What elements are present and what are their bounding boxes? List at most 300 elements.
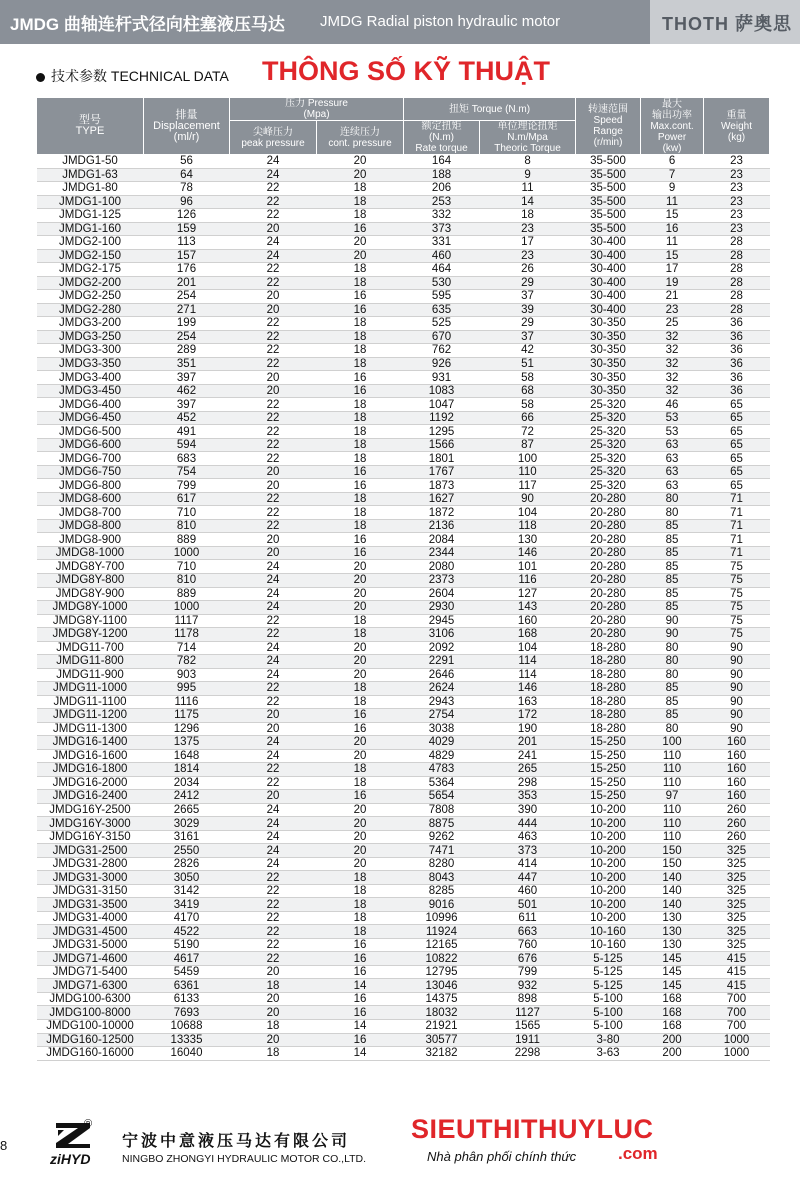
cell-cont-pressure: 20 — [317, 655, 404, 669]
cell-speed-range: 20-280 — [576, 560, 641, 574]
cell-peak-pressure: 20 — [230, 384, 317, 398]
cell-rate-torque: 1083 — [404, 384, 480, 398]
cell-rate-torque: 1767 — [404, 465, 480, 479]
cell-weight: 160 — [704, 776, 770, 790]
cell-rate-torque: 460 — [404, 249, 480, 263]
cell-peak-pressure: 22 — [230, 695, 317, 709]
col-type — [37, 98, 144, 155]
col-pressure — [230, 98, 404, 121]
cell-peak-pressure: 22 — [230, 344, 317, 358]
cell-cont-pressure: 18 — [317, 317, 404, 331]
cell-rate-torque: 2624 — [404, 682, 480, 696]
cell-weight: 260 — [704, 830, 770, 844]
cell-weight: 1000 — [704, 1047, 770, 1061]
col-speed-unit: (r/min) — [593, 137, 623, 148]
cell-weight: 23 — [704, 182, 770, 196]
cell-displacement: 7693 — [144, 1006, 230, 1020]
cell-cont-pressure: 16 — [317, 709, 404, 723]
cell-weight: 75 — [704, 560, 770, 574]
cell-max-power: 32 — [641, 371, 704, 385]
table-row — [37, 709, 770, 723]
cell-type: JMDG8Y-1100 — [37, 614, 144, 628]
cell-speed-range: 30-350 — [576, 384, 641, 398]
cell-weight: 28 — [704, 236, 770, 250]
cell-rate-torque: 8875 — [404, 817, 480, 831]
cell-theoric-torque: 168 — [480, 628, 576, 642]
cell-cont-pressure: 18 — [317, 411, 404, 425]
cell-weight: 71 — [704, 492, 770, 506]
table-row — [37, 641, 770, 655]
cell-rate-torque: 635 — [404, 303, 480, 317]
cell-weight: 36 — [704, 317, 770, 331]
cell-weight: 36 — [704, 330, 770, 344]
cell-displacement: 159 — [144, 222, 230, 236]
cell-peak-pressure: 20 — [230, 546, 317, 560]
cell-type: JMDG1-125 — [37, 209, 144, 223]
cell-weight: 325 — [704, 938, 770, 952]
table-row — [37, 614, 770, 628]
table-row — [37, 195, 770, 209]
cell-type: JMDG3-250 — [37, 330, 144, 344]
cell-peak-pressure: 22 — [230, 209, 317, 223]
col-torque-label: 扭矩 Torque (N.m) — [448, 103, 531, 115]
cell-cont-pressure: 18 — [317, 425, 404, 439]
cell-theoric-torque: 90 — [480, 492, 576, 506]
table-row — [37, 533, 770, 547]
cell-displacement: 254 — [144, 290, 230, 304]
table-row — [37, 573, 770, 587]
cell-weight: 36 — [704, 357, 770, 371]
cell-max-power: 9 — [641, 182, 704, 196]
cell-peak-pressure: 22 — [230, 682, 317, 696]
cell-max-power: 63 — [641, 465, 704, 479]
cell-speed-range: 30-350 — [576, 330, 641, 344]
col-disp-en: Displacement — [153, 119, 220, 132]
cell-weight: 325 — [704, 911, 770, 925]
cell-max-power: 85 — [641, 587, 704, 601]
cell-displacement: 16040 — [144, 1047, 230, 1061]
table-row — [37, 411, 770, 425]
cell-speed-range: 15-250 — [576, 736, 641, 750]
cell-speed-range: 30-350 — [576, 344, 641, 358]
cell-rate-torque: 5654 — [404, 790, 480, 804]
cell-speed-range: 10-200 — [576, 830, 641, 844]
cell-rate-torque: 525 — [404, 317, 480, 331]
cell-cont-pressure: 20 — [317, 601, 404, 615]
cell-rate-torque: 2080 — [404, 560, 480, 574]
cell-type: JMDG11-1300 — [37, 722, 144, 736]
cell-max-power: 53 — [641, 425, 704, 439]
section-label-text: 技术参数 TECHNICAL DATA — [51, 68, 229, 84]
cell-displacement: 452 — [144, 411, 230, 425]
col-cont-pressure — [317, 121, 404, 155]
cell-weight: 160 — [704, 790, 770, 804]
cell-weight: 71 — [704, 546, 770, 560]
cell-cont-pressure: 16 — [317, 546, 404, 560]
cell-weight: 90 — [704, 695, 770, 709]
cell-weight: 75 — [704, 587, 770, 601]
cell-weight: 1000 — [704, 1033, 770, 1047]
cell-peak-pressure: 22 — [230, 492, 317, 506]
cell-theoric-torque: 127 — [480, 587, 576, 601]
cell-type: JMDG71-6300 — [37, 979, 144, 993]
cell-type: JMDG2-150 — [37, 249, 144, 263]
cell-rate-torque: 188 — [404, 168, 480, 182]
cell-max-power: 150 — [641, 857, 704, 871]
cell-weight: 90 — [704, 722, 770, 736]
company-name-cn: 宁波中意液压马达有限公司 — [122, 1133, 351, 1150]
cell-theoric-torque: 444 — [480, 817, 576, 831]
header-bar — [0, 0, 800, 44]
cell-rate-torque: 32182 — [404, 1047, 480, 1061]
table-row — [37, 803, 770, 817]
cell-rate-torque: 1801 — [404, 452, 480, 466]
col-weight-cn: 重量 — [726, 109, 747, 121]
header-title-cn: JMDG 曲轴连杆式径向柱塞液压马达 — [10, 15, 285, 34]
cell-speed-range: 5-100 — [576, 1020, 641, 1034]
cell-type: JMDG6-400 — [37, 398, 144, 412]
cell-cont-pressure: 16 — [317, 290, 404, 304]
col-rate-cn: 额定扭矩 — [421, 121, 462, 132]
table-row — [37, 438, 770, 452]
table-row — [37, 236, 770, 250]
table-row — [37, 249, 770, 263]
col-theoric-torque — [480, 121, 576, 155]
cell-max-power: 6 — [641, 155, 704, 169]
cell-type: JMDG3-300 — [37, 344, 144, 358]
cell-theoric-torque: 373 — [480, 844, 576, 858]
cell-theoric-torque: 58 — [480, 398, 576, 412]
cell-theoric-torque: 26 — [480, 263, 576, 277]
cell-type: JMDG3-200 — [37, 317, 144, 331]
cell-theoric-torque: 29 — [480, 276, 576, 290]
cell-peak-pressure: 24 — [230, 587, 317, 601]
cell-cont-pressure: 18 — [317, 209, 404, 223]
cell-rate-torque: 13046 — [404, 979, 480, 993]
cell-max-power: 200 — [641, 1033, 704, 1047]
cell-type: JMDG2-100 — [37, 236, 144, 250]
cell-peak-pressure: 24 — [230, 749, 317, 763]
cell-theoric-torque: 160 — [480, 614, 576, 628]
cell-type: JMDG6-600 — [37, 438, 144, 452]
cell-peak-pressure: 20 — [230, 1033, 317, 1047]
cell-rate-torque: 9016 — [404, 898, 480, 912]
cell-displacement: 491 — [144, 425, 230, 439]
cell-theoric-torque: 42 — [480, 344, 576, 358]
cell-rate-torque: 926 — [404, 357, 480, 371]
cell-speed-range: 10-160 — [576, 925, 641, 939]
cell-theoric-torque: 37 — [480, 330, 576, 344]
cell-speed-range: 5-100 — [576, 992, 641, 1006]
cell-max-power: 11 — [641, 195, 704, 209]
cell-peak-pressure: 22 — [230, 519, 317, 533]
cell-cont-pressure: 16 — [317, 952, 404, 966]
cell-cont-pressure: 16 — [317, 1033, 404, 1047]
cell-displacement: 5190 — [144, 938, 230, 952]
cell-peak-pressure: 24 — [230, 736, 317, 750]
cell-speed-range: 35-500 — [576, 182, 641, 196]
thoth-logo-text: THOTH 萨奥思 — [662, 14, 792, 34]
cell-rate-torque: 8285 — [404, 884, 480, 898]
cell-theoric-torque: 932 — [480, 979, 576, 993]
cell-max-power: 32 — [641, 330, 704, 344]
cell-peak-pressure: 20 — [230, 371, 317, 385]
cell-speed-range: 30-350 — [576, 317, 641, 331]
cell-speed-range: 18-280 — [576, 722, 641, 736]
cell-speed-range: 3-80 — [576, 1033, 641, 1047]
cell-cont-pressure: 18 — [317, 452, 404, 466]
cell-cont-pressure: 16 — [317, 790, 404, 804]
cell-peak-pressure: 20 — [230, 790, 317, 804]
cell-displacement: 462 — [144, 384, 230, 398]
cell-rate-torque: 253 — [404, 195, 480, 209]
table-row — [37, 384, 770, 398]
cell-cont-pressure: 18 — [317, 695, 404, 709]
col-speed — [576, 98, 641, 155]
cell-displacement: 1648 — [144, 749, 230, 763]
cell-theoric-torque: 201 — [480, 736, 576, 750]
cell-cont-pressure: 20 — [317, 168, 404, 182]
cell-cont-pressure: 16 — [317, 992, 404, 1006]
col-speed-cn: 转速范围 — [588, 104, 629, 115]
cell-peak-pressure: 24 — [230, 655, 317, 669]
cell-theoric-torque: 14 — [480, 195, 576, 209]
table-row — [37, 398, 770, 412]
table-row — [37, 587, 770, 601]
cell-displacement: 903 — [144, 668, 230, 682]
cell-rate-torque: 2344 — [404, 546, 480, 560]
cell-weight: 28 — [704, 303, 770, 317]
cell-weight: 75 — [704, 601, 770, 615]
cell-speed-range: 25-320 — [576, 411, 641, 425]
cell-type: JMDG8-900 — [37, 533, 144, 547]
cell-speed-range: 30-400 — [576, 290, 641, 304]
cell-max-power: 110 — [641, 803, 704, 817]
cell-cont-pressure: 18 — [317, 763, 404, 777]
section-label — [36, 66, 229, 86]
col-rate-unit: (N.m) — [429, 132, 455, 143]
cell-type: JMDG31-2500 — [37, 844, 144, 858]
cell-type: JMDG2-175 — [37, 263, 144, 277]
cell-max-power: 97 — [641, 790, 704, 804]
table-row — [37, 168, 770, 182]
cell-rate-torque: 2604 — [404, 587, 480, 601]
cell-max-power: 130 — [641, 911, 704, 925]
col-speed-en2: Range — [593, 126, 623, 137]
cell-peak-pressure: 22 — [230, 898, 317, 912]
cell-theoric-torque: 298 — [480, 776, 576, 790]
header-title-en: JMDG Radial piston hydraulic motor — [320, 13, 561, 30]
cell-speed-range: 20-280 — [576, 573, 641, 587]
cell-type: JMDG8Y-800 — [37, 573, 144, 587]
cell-rate-torque: 332 — [404, 209, 480, 223]
cell-speed-range: 25-320 — [576, 438, 641, 452]
cell-displacement: 710 — [144, 560, 230, 574]
cell-max-power: 110 — [641, 763, 704, 777]
cell-theoric-torque: 799 — [480, 965, 576, 979]
col-power-cn2: 输出功率 — [652, 109, 693, 121]
cell-type: JMDG16Y-3000 — [37, 817, 144, 831]
cell-peak-pressure: 22 — [230, 425, 317, 439]
table-row — [37, 1047, 770, 1061]
cell-theoric-torque: 1565 — [480, 1020, 576, 1034]
cell-theoric-torque: 172 — [480, 709, 576, 723]
cell-max-power: 85 — [641, 601, 704, 615]
cell-type: JMDG1-80 — [37, 182, 144, 196]
cell-theoric-torque: 760 — [480, 938, 576, 952]
cell-type: JMDG31-3000 — [37, 871, 144, 885]
table-row — [37, 952, 770, 966]
table-row — [37, 263, 770, 277]
cell-weight: 325 — [704, 871, 770, 885]
cell-cont-pressure: 20 — [317, 668, 404, 682]
col-weight-en: Weight — [721, 120, 752, 132]
col-displacement — [144, 98, 230, 155]
cell-max-power: 168 — [641, 1006, 704, 1020]
cell-peak-pressure: 22 — [230, 763, 317, 777]
table-row — [37, 452, 770, 466]
cell-displacement: 714 — [144, 641, 230, 655]
cell-max-power: 110 — [641, 749, 704, 763]
cell-peak-pressure: 22 — [230, 938, 317, 952]
cell-cont-pressure: 18 — [317, 925, 404, 939]
cell-rate-torque: 12165 — [404, 938, 480, 952]
cell-theoric-torque: 37 — [480, 290, 576, 304]
cell-cont-pressure: 18 — [317, 682, 404, 696]
table-row — [37, 790, 770, 804]
cell-cont-pressure: 16 — [317, 384, 404, 398]
cell-peak-pressure: 24 — [230, 668, 317, 682]
cell-displacement: 799 — [144, 479, 230, 493]
cell-theoric-torque: 100 — [480, 452, 576, 466]
cell-cont-pressure: 20 — [317, 736, 404, 750]
col-theo-en: Theoric Torque — [494, 143, 561, 154]
cell-weight: 23 — [704, 195, 770, 209]
cell-type: JMDG100-10000 — [37, 1020, 144, 1034]
cell-rate-torque: 464 — [404, 263, 480, 277]
table-row — [37, 830, 770, 844]
cell-cont-pressure: 14 — [317, 1020, 404, 1034]
cell-weight: 71 — [704, 506, 770, 520]
cell-cont-pressure: 20 — [317, 749, 404, 763]
table-row — [37, 182, 770, 196]
cell-peak-pressure: 22 — [230, 628, 317, 642]
cell-peak-pressure: 20 — [230, 303, 317, 317]
table-row — [37, 871, 770, 885]
cell-cont-pressure: 16 — [317, 465, 404, 479]
cell-displacement: 6133 — [144, 992, 230, 1006]
cell-max-power: 63 — [641, 452, 704, 466]
cell-theoric-torque: 66 — [480, 411, 576, 425]
cell-weight: 23 — [704, 222, 770, 236]
cell-cont-pressure: 20 — [317, 803, 404, 817]
cell-type: JMDG11-1100 — [37, 695, 144, 709]
cell-theoric-torque: 72 — [480, 425, 576, 439]
cell-max-power: 150 — [641, 844, 704, 858]
cell-weight: 75 — [704, 614, 770, 628]
cell-weight: 325 — [704, 857, 770, 871]
cell-max-power: 85 — [641, 573, 704, 587]
cell-max-power: 32 — [641, 344, 704, 358]
cell-max-power: 145 — [641, 952, 704, 966]
cell-max-power: 110 — [641, 776, 704, 790]
cell-speed-range: 5-125 — [576, 979, 641, 993]
cell-displacement: 3142 — [144, 884, 230, 898]
cell-displacement: 397 — [144, 371, 230, 385]
cell-peak-pressure: 22 — [230, 438, 317, 452]
cell-rate-torque: 8280 — [404, 857, 480, 871]
cell-max-power: 32 — [641, 357, 704, 371]
cell-type: JMDG16-1600 — [37, 749, 144, 763]
cell-max-power: 90 — [641, 614, 704, 628]
cell-type: JMDG1-160 — [37, 222, 144, 236]
table-row — [37, 992, 770, 1006]
table-row — [37, 479, 770, 493]
cell-type: JMDG3-400 — [37, 371, 144, 385]
table-row — [37, 682, 770, 696]
col-disp-unit: (ml/r) — [173, 130, 200, 143]
table-row — [37, 695, 770, 709]
cell-displacement: 782 — [144, 655, 230, 669]
registered-mark: ® — [84, 1118, 93, 1130]
cell-speed-range: 20-280 — [576, 533, 641, 547]
cell-cont-pressure: 18 — [317, 628, 404, 642]
cell-displacement: 810 — [144, 519, 230, 533]
cell-displacement: 1178 — [144, 628, 230, 642]
cell-max-power: 11 — [641, 236, 704, 250]
col-rate-en: Rate torque — [415, 143, 468, 154]
cell-theoric-torque: 463 — [480, 830, 576, 844]
cell-speed-range: 15-250 — [576, 790, 641, 804]
cell-displacement: 3161 — [144, 830, 230, 844]
cell-weight: 325 — [704, 898, 770, 912]
cell-speed-range: 25-320 — [576, 425, 641, 439]
cell-type: JMDG8Y-700 — [37, 560, 144, 574]
cell-weight: 700 — [704, 1020, 770, 1034]
table-row — [37, 965, 770, 979]
cell-type: JMDG16-1400 — [37, 736, 144, 750]
cell-type: JMDG6-700 — [37, 452, 144, 466]
cell-theoric-torque: 87 — [480, 438, 576, 452]
cell-max-power: 130 — [641, 925, 704, 939]
table-row — [37, 492, 770, 506]
cell-displacement: 10688 — [144, 1020, 230, 1034]
cell-displacement: 397 — [144, 398, 230, 412]
table-row — [37, 1033, 770, 1047]
cell-speed-range: 30-400 — [576, 303, 641, 317]
cell-speed-range: 10-200 — [576, 844, 641, 858]
cell-theoric-torque: 663 — [480, 925, 576, 939]
cell-theoric-torque: 58 — [480, 371, 576, 385]
cell-type: JMDG16-1800 — [37, 763, 144, 777]
cell-peak-pressure: 18 — [230, 1047, 317, 1061]
cell-speed-range: 10-200 — [576, 871, 641, 885]
cell-displacement: 64 — [144, 168, 230, 182]
cell-rate-torque: 1873 — [404, 479, 480, 493]
cell-cont-pressure: 20 — [317, 641, 404, 655]
cell-displacement: 810 — [144, 573, 230, 587]
cell-displacement: 199 — [144, 317, 230, 331]
table-row — [37, 979, 770, 993]
cell-peak-pressure: 20 — [230, 709, 317, 723]
table-row — [37, 817, 770, 831]
cell-type: JMDG8Y-900 — [37, 587, 144, 601]
cell-max-power: 80 — [641, 655, 704, 669]
cell-speed-range: 18-280 — [576, 668, 641, 682]
cell-rate-torque: 164 — [404, 155, 480, 169]
cell-max-power: 85 — [641, 519, 704, 533]
cell-max-power: 140 — [641, 898, 704, 912]
